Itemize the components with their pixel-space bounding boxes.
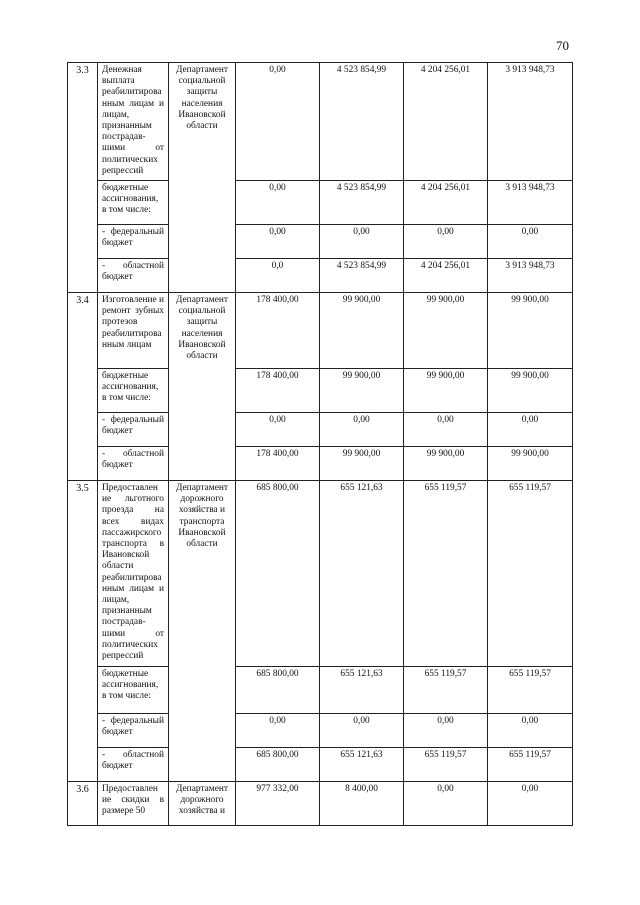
value-cell: 99 900,00: [320, 447, 404, 481]
value-cell: 655 119,57: [404, 481, 488, 667]
value-cell: 4 523 854,99: [320, 63, 404, 181]
table-row: [68, 181, 573, 225]
value-cell: 0,0: [236, 259, 320, 293]
table-row: [68, 259, 573, 293]
table-row: [68, 369, 573, 413]
row-label: - федеральный бюджет: [98, 413, 169, 447]
value-cell: 99 900,00: [404, 447, 488, 481]
value-cell: 655 119,57: [404, 667, 488, 714]
item-name: Изготовление и ремонт зубных протезов реабилитирова нным лицам: [98, 293, 169, 369]
table-row: [68, 782, 573, 826]
table-row: [68, 447, 573, 481]
responsible-body: Департамент социальной защиты населения Ивановской области: [169, 63, 236, 293]
budget-table: [67, 62, 573, 826]
value-cell: 99 900,00: [488, 369, 573, 413]
table-row: [68, 481, 573, 667]
responsible-body: Департамент социальной защиты населения Ивановской области: [169, 293, 236, 481]
table-row: [68, 748, 573, 782]
row-label: бюджетные ассигнования, в том числе:: [98, 181, 169, 225]
value-cell: 4 523 854,99: [320, 259, 404, 293]
value-cell: 655 119,57: [488, 481, 573, 667]
value-cell: 4 523 854,99: [320, 181, 404, 225]
row-label: - федеральный бюджет: [98, 225, 169, 259]
value-cell: 655 121,63: [320, 481, 404, 667]
value-cell: 178 400,00: [236, 293, 320, 369]
value-cell: 655 121,63: [320, 748, 404, 782]
value-cell: 0,00: [488, 225, 573, 259]
table-row: [68, 293, 573, 369]
value-cell: 99 900,00: [320, 369, 404, 413]
table-row: [68, 63, 573, 181]
value-cell: 655 119,57: [404, 748, 488, 782]
row-label: - областной бюджет: [98, 447, 169, 481]
value-cell: 99 900,00: [488, 447, 573, 481]
value-cell: 0,00: [236, 714, 320, 748]
value-cell: 4 204 256,01: [404, 63, 488, 181]
row-label: - областной бюджет: [98, 259, 169, 293]
value-cell: 0,00: [236, 225, 320, 259]
value-cell: 0,00: [488, 413, 573, 447]
value-cell: 655 119,57: [488, 667, 573, 714]
value-cell: 3 913 948,73: [488, 181, 573, 225]
value-cell: 178 400,00: [236, 447, 320, 481]
row-label: - федеральный бюджет: [98, 714, 169, 748]
value-cell: 685 800,00: [236, 667, 320, 714]
row-label: бюджетные ассигнования, в том числе:: [98, 667, 169, 714]
value-cell: 0,00: [236, 181, 320, 225]
item-name: Денежная выплата реабилитирова нным лицам и лицам, признанным пострадав-шими от политических репрессий: [98, 63, 169, 181]
value-cell: 0,00: [404, 225, 488, 259]
value-cell: 0,00: [404, 782, 488, 826]
value-cell: 99 900,00: [404, 293, 488, 369]
value-cell: 0,00: [320, 413, 404, 447]
value-cell: 8 400,00: [320, 782, 404, 826]
value-cell: 3 913 948,73: [488, 63, 573, 181]
item-name: Предоставлен ие скидки в размере 50: [98, 782, 169, 826]
item-number: 3.5: [68, 481, 98, 782]
value-cell: 685 800,00: [236, 481, 320, 667]
value-cell: 4 204 256,01: [404, 181, 488, 225]
value-cell: 655 119,57: [488, 748, 573, 782]
responsible-body: Департамент дорожного хозяйства и транспорта Ивановской области: [169, 481, 236, 782]
value-cell: 0,00: [320, 225, 404, 259]
table-row: [68, 413, 573, 447]
value-cell: 3 913 948,73: [488, 259, 573, 293]
table-row: [68, 714, 573, 748]
value-cell: 178 400,00: [236, 369, 320, 413]
item-name: Предоставлен ие льготного проезда на всех видах пассажирского транспорта в Ивановской области реабилитирова нным лицам и лицам, признанным пострадав-шими от политических репрессий: [98, 481, 169, 667]
value-cell: 0,00: [236, 63, 320, 181]
value-cell: 0,00: [236, 413, 320, 447]
table-row: [68, 667, 573, 714]
value-cell: 0,00: [404, 714, 488, 748]
item-number: 3.4: [68, 293, 98, 481]
row-label: бюджетные ассигнования, в том числе:: [98, 369, 169, 413]
value-cell: 0,00: [320, 714, 404, 748]
value-cell: 99 900,00: [488, 293, 573, 369]
value-cell: 99 900,00: [404, 369, 488, 413]
value-cell: 0,00: [404, 413, 488, 447]
page-number: 70: [556, 38, 569, 53]
value-cell: 685 800,00: [236, 748, 320, 782]
value-cell: 99 900,00: [320, 293, 404, 369]
value-cell: 655 121,63: [320, 667, 404, 714]
item-number: 3.3: [68, 63, 98, 293]
table-row: [68, 225, 573, 259]
value-cell: 4 204 256,01: [404, 259, 488, 293]
responsible-body: Департамент дорожного хозяйства и: [169, 782, 236, 826]
item-number: 3.6: [68, 782, 98, 826]
row-label: - областной бюджет: [98, 748, 169, 782]
value-cell: 0,00: [488, 714, 573, 748]
value-cell: 977 332,00: [236, 782, 320, 826]
value-cell: 0,00: [488, 782, 573, 826]
